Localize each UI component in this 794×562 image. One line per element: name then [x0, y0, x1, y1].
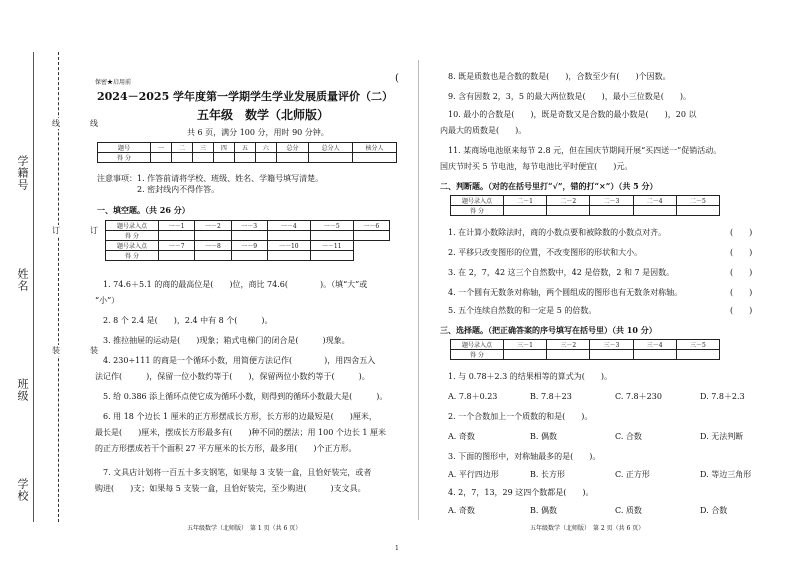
grid2-score-blank[interactable]: [504, 206, 547, 216]
judge-3-answer[interactable]: ( ): [730, 268, 753, 277]
section-2-title: 二、判断题。（对的在括号里打“√”，错的打“×”）（共 5 分）: [440, 181, 658, 191]
choice-option[interactable]: B. 偶数: [530, 506, 557, 515]
choice-option[interactable]: D. 7.8＋2.3: [700, 392, 745, 401]
class-label: 班级: [16, 378, 29, 402]
score-row-blank[interactable]: [192, 153, 213, 163]
corner-paren: (: [395, 73, 399, 84]
choice-option[interactable]: A. 7.8＋0.23: [448, 392, 498, 401]
grid1-score-blank[interactable]: [231, 231, 267, 241]
score-row-blank[interactable]: [353, 153, 397, 163]
grid2-score-label: 得 分: [451, 206, 504, 216]
grid3-header-cell: 三－3: [590, 340, 633, 350]
grid3-header-cell: 三－5: [676, 340, 719, 350]
choice-3: 3. 下面的图形中，对称轴最多的是( )。: [448, 452, 601, 461]
q4-line-b: 法记作( )，保留一位小数约等于( )，保留两位小数约等于( )。: [95, 372, 370, 381]
grid3-score-blank[interactable]: [547, 350, 590, 360]
q10-line-b: 内最大的质数是( )。: [440, 126, 527, 135]
grid1-header-cell: 一－10: [267, 241, 310, 251]
grid1-score-label: 得 分: [106, 231, 159, 241]
grid1-header-cell: 一－6: [353, 221, 389, 231]
score-header-cell: 四: [213, 143, 234, 153]
grid2-header-cell: 二－2: [547, 196, 590, 206]
q1-line-b: “小”）: [95, 296, 120, 305]
section-1-title: 一、填空题。（共 26 分）: [97, 205, 190, 215]
grid1-score-blank[interactable]: [231, 251, 267, 261]
choice-option[interactable]: A. 平行四边形: [448, 470, 499, 479]
choice-option[interactable]: C. 正方形: [615, 470, 650, 479]
score-header-cell: 三: [192, 143, 213, 153]
q4-line-a: 4. 230÷111 的商是一个循环小数，用简便方法记作( )，用四舍五入: [103, 356, 376, 365]
grid1-header-cell: 一－8: [195, 241, 231, 251]
choice-4: 4. 2，7，13，29 这四个数都是( )。: [448, 488, 594, 497]
judge-3: 3. 在 2，7，42 这三个自然数中，42 是倍数，2 和 7 是因数。: [448, 268, 675, 277]
grid1-header-cell: 一－7: [159, 241, 195, 251]
grid3-score-label: 得 分: [451, 350, 504, 360]
choice-option[interactable]: C. 质数: [615, 506, 642, 515]
grid1-score-label: 得 分: [106, 251, 159, 261]
page-divider: [418, 60, 419, 520]
q6-line-a: 6. 用 18 个边长 1 厘米的正方形摆成长方形，长方形的边最短是( )厘米，: [103, 412, 377, 421]
score-table: [97, 142, 397, 163]
notice-1: 注意事项：1. 作答前请将学校、班级、姓名、学籍号填写清楚。: [97, 174, 324, 183]
grid3-header-cell: 题号录入点: [451, 340, 504, 350]
q10-line-a: 10. 最小的合数是( )，既是奇数又是合数的最小数是( )，20 以: [448, 110, 697, 119]
judge-5: 5. 五个连续自然数的和一定是 5 的倍数。: [448, 306, 597, 315]
seal-word: 订: [90, 226, 98, 235]
grid1-score-blank[interactable]: [195, 251, 231, 261]
score-row-label: 得 分: [98, 153, 151, 163]
judge-2: 2. 平移只改变图形的位置，不改变图形的形状和大小。: [448, 248, 643, 257]
secret-label: 保密★启用前: [95, 79, 132, 86]
left-footer: 五年级数学（北师版） 第 1 页（共 6 页）: [187, 525, 302, 532]
grid3-score-blank[interactable]: [676, 350, 719, 360]
student-no-label: 学籍号: [16, 155, 29, 191]
notice-2: 2. 密封线内不得作答。: [137, 185, 220, 194]
score-row-blank[interactable]: [309, 153, 353, 163]
grid2-header-cell: 二－4: [633, 196, 676, 206]
score-row-blank[interactable]: [171, 153, 192, 163]
grid2-header-cell: 题号录入点: [451, 196, 504, 206]
grid3-score-blank[interactable]: [590, 350, 633, 360]
score-header-cell: 总分人: [309, 143, 353, 153]
exam-subtitle: 五年级 数学（北师版）: [197, 108, 330, 122]
seal-word: 订: [52, 226, 60, 235]
grid1-header-cell: 一－1: [159, 221, 195, 231]
grid1-score-blank[interactable]: [159, 251, 195, 261]
judge-2-answer[interactable]: ( ): [730, 248, 753, 257]
grid3-score-blank[interactable]: [633, 350, 676, 360]
grid2-score-blank[interactable]: [676, 206, 719, 216]
seal-word: 线: [52, 119, 60, 128]
q5: 5. 给 0.386 添上循环点使它成为循环小数，则得到的循环小数最大是( )。: [103, 392, 388, 401]
grid1-score-blank[interactable]: [267, 231, 310, 241]
grid1-score-blank[interactable]: [310, 231, 353, 241]
grid3-score-blank[interactable]: [504, 350, 547, 360]
grid2-header-cell: 二－1: [504, 196, 547, 206]
grid-section-3: [450, 339, 720, 360]
score-header-cell: 一: [151, 143, 172, 153]
seal-word: 装: [52, 346, 60, 355]
exam-title: 2024－2025 学年度第一学期学生学业发展质量评价（二）: [97, 90, 394, 103]
choice-2: 2. 一个合数加上一个质数的和是( )。: [448, 412, 593, 421]
grid1-header-cell: 一－2: [195, 221, 231, 231]
grid1-score-blank[interactable]: [267, 251, 310, 261]
exam-info: 共 6 页，满分 100 分，用时 90 分钟。: [187, 128, 329, 137]
name-label: 姓名: [16, 268, 29, 292]
score-header-cell: 核分人: [353, 143, 397, 153]
grid1-header-cell: 题号录入点: [106, 241, 159, 251]
grid-section-2: [450, 195, 720, 216]
q2: 2. 8 个 2.4 是( )，2.4 中有 8 个( )。: [103, 316, 273, 325]
grid1-score-blank[interactable]: [353, 231, 389, 241]
right-footer: 五年级数学（北师版） 第 2 页（共 6 页）: [530, 525, 645, 532]
q1-line-a: 1. 74.6＋5.1 的商的最高位是( )位，商比 74.6( )。（填“大”或: [103, 280, 368, 289]
q6-line-c: 的正方形摆成若干个面积 27 平方厘米的长方形，最多用( )个正方形。: [95, 444, 357, 453]
choice-option[interactable]: D. 无法判断: [700, 432, 744, 441]
q11-line-b: 国庆节时买 5 节电池，每节电池比平时便宜( )元。: [440, 162, 633, 171]
grid1-header-cell: 一－4: [267, 221, 310, 231]
choice-option[interactable]: A. 奇数: [448, 506, 475, 515]
score-header-cell: 总分: [276, 143, 308, 153]
grid1-score-blank[interactable]: [159, 231, 195, 241]
score-row-blank[interactable]: [255, 153, 276, 163]
grid2-score-blank[interactable]: [590, 206, 633, 216]
choice-option[interactable]: B. 长方形: [530, 470, 565, 479]
choice-option[interactable]: D. 等边三角形: [700, 470, 752, 479]
grid3-header-cell: 三－2: [547, 340, 590, 350]
choice-1: 1. 与 0.78＋2.3 的结果相等的算式为( )。: [448, 372, 613, 381]
section-3-title: 三、选择题。（把正确答案的序号填写在括号里）（共 10 分）: [440, 325, 657, 335]
binding-solid-line: [33, 52, 34, 522]
q6-line-b: 最长是( )厘米，摆成长方形最多有( )种不同的摆法；用 100 个边长 1 厘米: [95, 428, 387, 437]
judge-5-answer[interactable]: ( ): [730, 306, 753, 315]
judge-1: 1. 在计算小数除法时，商的小数点要和被除数的小数点对齐。: [448, 228, 667, 237]
q11-line-a: 11. 某商场电池原来每节 2.8 元，但在国庆节期间开展“买四送一”促销活动。: [448, 146, 722, 155]
grid1-header-cell: 一－9: [231, 241, 267, 251]
seal-word: 装: [90, 346, 98, 355]
q7-line-b: 购进( )支；如果每 5 支装一盒，且恰好装完，至少购进( )支文具。: [95, 484, 366, 493]
grid1-header-cell: 题号录入点: [106, 221, 159, 231]
score-header-cell: 六: [255, 143, 276, 153]
judge-1-answer[interactable]: ( ): [730, 228, 753, 237]
score-row-blank[interactable]: [213, 153, 234, 163]
grid1-header-cell: 一－11: [310, 241, 353, 251]
score-header-cell: 题号: [98, 143, 151, 153]
grid3-header-cell: 三－4: [633, 340, 676, 350]
score-row-blank[interactable]: [234, 153, 255, 163]
q7-line-a: 7. 文具店计划将一百五十多支钢笔，如果每 3 支装一盒，且恰好装完，或者: [103, 468, 372, 477]
judge-4: 4. 一个圆有无数条对称轴，两个圆组成的图形也有无数条对称轴。: [448, 288, 683, 297]
q8: 8. 既是质数也是合数的数是( )，合数至少有( )个因数。: [448, 72, 671, 81]
grid2-score-blank[interactable]: [547, 206, 590, 216]
grid2-header-cell: 二－5: [676, 196, 719, 206]
grid-section-1: [105, 220, 390, 261]
choice-option[interactable]: D. 合数: [700, 506, 728, 515]
choice-option[interactable]: C. 合数: [615, 432, 642, 441]
grid1-score-blank[interactable]: [310, 251, 353, 261]
score-header-cell: 五: [234, 143, 255, 153]
grid1-header-cell: 一－5: [310, 221, 353, 231]
score-row-blank[interactable]: [276, 153, 308, 163]
grid2-header-cell: 二－3: [590, 196, 633, 206]
school-label: 学校: [16, 478, 29, 502]
grid1-score-blank[interactable]: [195, 231, 231, 241]
q3: 3. 推拉抽屉的运动是( )现象；箱式电梯门的闭合是( )现象。: [103, 336, 350, 345]
q9: 9. 含有因数 2，3，5 的最大两位数是( )，最小三位数是( )。: [448, 92, 692, 101]
score-row-blank[interactable]: [151, 153, 172, 163]
grid3-header-cell: 三－1: [504, 340, 547, 350]
judge-4-answer[interactable]: ( ): [730, 288, 753, 297]
choice-option[interactable]: A. 奇数: [448, 432, 475, 441]
grid1-header-cell: 一－3: [231, 221, 267, 231]
choice-option[interactable]: B. 偶数: [530, 432, 557, 441]
choice-option[interactable]: C. 7.8＋230: [615, 392, 662, 401]
sheet-page-number: 1: [395, 545, 399, 552]
choice-option[interactable]: B. 7.8＋23: [530, 392, 572, 401]
score-header-cell: 二: [171, 143, 192, 153]
seal-word: 线: [90, 119, 98, 128]
grid2-score-blank[interactable]: [633, 206, 676, 216]
